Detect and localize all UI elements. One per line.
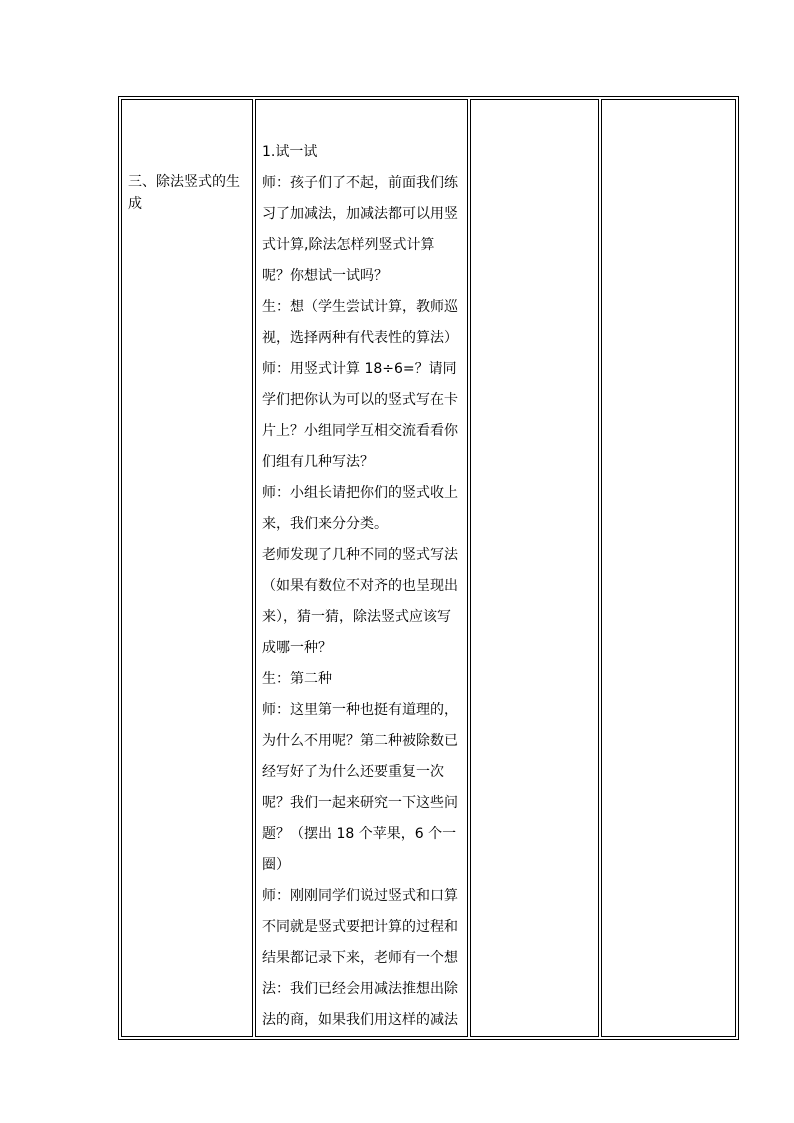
content-line: 生：第二种 bbox=[262, 671, 332, 687]
content-line: 师：小组长请把你们的竖式收上来，我们来分分类。 bbox=[262, 485, 458, 532]
content-line: 师：这里第一种也挺有道理的，为什么不用呢？第二种被除数已经写好了为什么还要重复一次呢？我们一起来研究一下这些问题？（摆出 18 个苹果，6 个一圈） bbox=[262, 702, 458, 873]
content-text bbox=[256, 100, 467, 1036]
section-cell bbox=[121, 99, 253, 1037]
table-row bbox=[121, 99, 736, 1037]
content-line: 1.试一试 bbox=[262, 144, 318, 160]
content-line: 师：孩子们了不起，前面我们练习了加减法，加减法都可以用竖式计算,除法怎样列竖式计算呢？你想试一试吗？ bbox=[262, 175, 458, 284]
lesson-plan-table bbox=[118, 96, 739, 1040]
content-line: 师：刚刚同学们说过竖式和口算不同就是竖式要把计算的过程和结果都记录下来，老师有一个想法：我们已经会用减法推想出除法的商，如果我们用这样的减法 bbox=[262, 888, 458, 1028]
content-line: 生：想（学生尝试计算，教师巡视，选择两种有代表性的算法） bbox=[262, 299, 458, 346]
empty-cell-2 bbox=[601, 99, 736, 1037]
empty-cell-1 bbox=[470, 99, 599, 1037]
content-cell bbox=[255, 99, 468, 1037]
content-line: 师：用竖式计算 18÷6=？请同学们把你认为可以的竖式写在卡片上？小组同学互相交流看看你们组有几种写法？ bbox=[262, 361, 458, 470]
content-line: 老师发现了几种不同的竖式写法（如果有数位不对齐的也呈现出来），猜一猜，除法竖式应该写成哪一种？ bbox=[262, 547, 458, 656]
section-title: 三、除法竖式的生成 bbox=[128, 174, 240, 212]
